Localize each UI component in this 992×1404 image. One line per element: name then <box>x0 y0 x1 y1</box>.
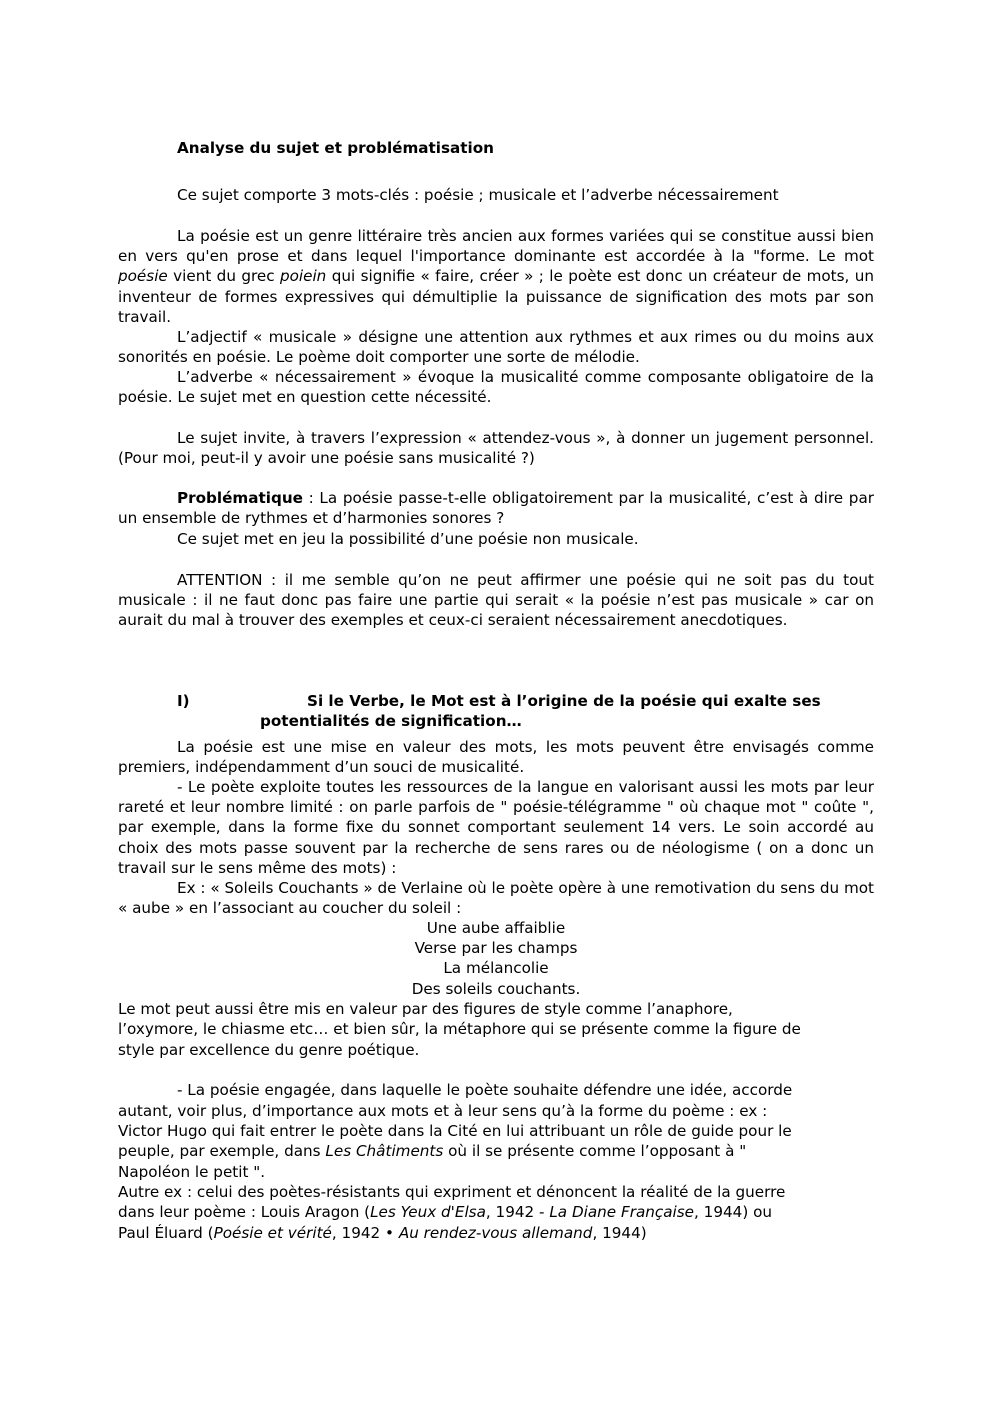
book-title: Les Châtiments <box>325 1142 444 1160</box>
text: dans leur poème : Louis Aragon ( <box>118 1203 371 1221</box>
paragraph-mise-en-valeur: La poésie est une mise en valeur des mots, les mots peuvent être envisagés comme premiers, indépendamment d’un souci de musicalité. <box>118 738 874 777</box>
text: vient du grec <box>167 267 280 286</box>
page-title: Analyse du sujet et problématisation <box>177 139 494 157</box>
paragraph-ressources-langue: - Le poète exploite toutes les ressources de la langue en valorisant aussi les mots par leur rareté et leur nombre limité : on parle parfois de " poésie-télégramme " où chaque mot " coûte ", par exemple, dans la forme fixe du sonnet comportant seulement 14 vers. Le soin accordé au choix des mots passe souvent par la recherche de sens rares ou de néologisme ( on a donc un travail sur le sens même des mots) : <box>118 778 874 877</box>
figures-line-3: style par excellence du genre poétique. <box>118 1041 420 1059</box>
text: qui signifie « faire, créer » ; le poète est donc un créateur de mots, un inventeur de formes expressives qui démultiplie la puissance de signification des mots par son travail. <box>118 267 874 326</box>
book-title: Poésie et vérité <box>213 1224 332 1242</box>
paragraph-problematique <box>118 488 874 528</box>
section-title-line-1: Si le Verbe, le Mot est à l’origine de la poésie qui exalte ses <box>307 692 821 710</box>
poem-line: Des soleils couchants. <box>411 979 581 998</box>
paragraph-enjeu: Ce sujet met en jeu la possibilité d’une poésie non musicale. <box>177 530 639 548</box>
section-number: I) <box>177 692 190 710</box>
book-title: La Diane Française <box>549 1203 695 1221</box>
text: où il se présente comme l’opposant à " <box>443 1142 747 1160</box>
resistants-line-2 <box>118 1202 772 1222</box>
poem-line: Verse par les champs <box>414 939 578 958</box>
poem-line: Une aube affaiblie <box>426 919 566 937</box>
text: , 1944) <box>592 1224 647 1242</box>
paragraph-exemple-verlaine: Ex : « Soleils Couchants » de Verlaine où le poète opère à une remotivation du sens du mot « aube » en l’associant au coucher du soleil : <box>118 879 874 918</box>
text: : La poésie passe-t-elle obligatoirement par la musicalité, c’est à dire par un ensemble de rythmes et d’harmonies sonores ? <box>118 489 874 528</box>
book-title: Les Yeux d'Elsa <box>370 1203 486 1221</box>
paragraph-poesie-definition <box>118 226 874 327</box>
resistants-line-3 <box>118 1223 647 1243</box>
paragraph-necessairement: L’adverbe « nécessairement » évoque la musicalité comme composante obligatoire de la poésie. Le sujet met en question cette nécessité. <box>118 368 874 407</box>
paragraph-musicale: L’adjectif « musicale » désigne une attention aux rythmes et aux rimes ou du moins aux sonorités en poésie. Le poème doit comporter une sorte de mélodie. <box>118 328 874 367</box>
engagee-line-4 <box>118 1141 746 1161</box>
text: peuple, par exemple, dans <box>118 1142 326 1160</box>
figures-line-2: l’oxymore, le chiasme etc… et bien sûr, la métaphore qui se présente comme la figure de <box>118 1020 801 1038</box>
section-title-line-2: potentialités de signification… <box>260 712 522 730</box>
resistants-line-1: Autre ex : celui des poètes-résistants qui expriment et dénoncent la réalité de la guerre <box>118 1183 786 1201</box>
engagee-line-1: - La poésie engagée, dans laquelle le poète souhaite défendre une idée, accorde <box>177 1081 793 1099</box>
engagee-line-2: autant, voir plus, d’importance aux mots et à leur sens qu’à la forme du poème : ex : <box>118 1102 768 1120</box>
emphasis: poiein <box>279 267 327 286</box>
text: Paul Éluard ( <box>118 1224 214 1242</box>
poem-line: La mélancolie <box>443 959 549 978</box>
figures-line-1: Le mot peut aussi être mis en valeur par des figures de style comme l’anaphore, <box>118 1000 733 1018</box>
text: , 1944) ou <box>694 1203 772 1221</box>
book-title: Au rendez-vous allemand <box>398 1224 593 1242</box>
text: , 1942 • <box>331 1224 399 1242</box>
engagee-line-3: Victor Hugo qui fait entrer le poète dans la Cité en lui attribuant un rôle de guide pour le <box>118 1122 792 1140</box>
problematique-label: Problématique <box>177 489 303 507</box>
intro-paragraph: Ce sujet comporte 3 mots-clés : poésie ; musicale et l’adverbe nécessairement <box>177 186 779 204</box>
paragraph-jugement: Le sujet invite, à travers l’expression « attendez-vous », à donner un jugement personnel. (Pour moi, peut-il y avoir une poésie sans musicalité ?) <box>118 429 874 468</box>
engagee-line-5: Napoléon le petit ". <box>118 1163 266 1181</box>
text: , 1942 - <box>485 1203 550 1221</box>
text: La poésie est un genre littéraire très ancien aux formes variées qui se constitue aussi bien en vers qu'en prose et dans lequel l'importance dominante est accordée à la "forme. Le mot <box>118 227 874 266</box>
paragraph-attention: ATTENTION : il me semble qu’on ne peut affirmer une poésie qui ne soit pas du tout musicale : il ne faut donc pas faire une partie qui serait « la poésie n’est pas musicale » car on aurait du mal à trouver des exemples et ceux-ci seraient nécessairement anecdotiques. <box>118 571 874 630</box>
emphasis: poésie <box>118 267 168 286</box>
poem-quote <box>118 918 874 999</box>
